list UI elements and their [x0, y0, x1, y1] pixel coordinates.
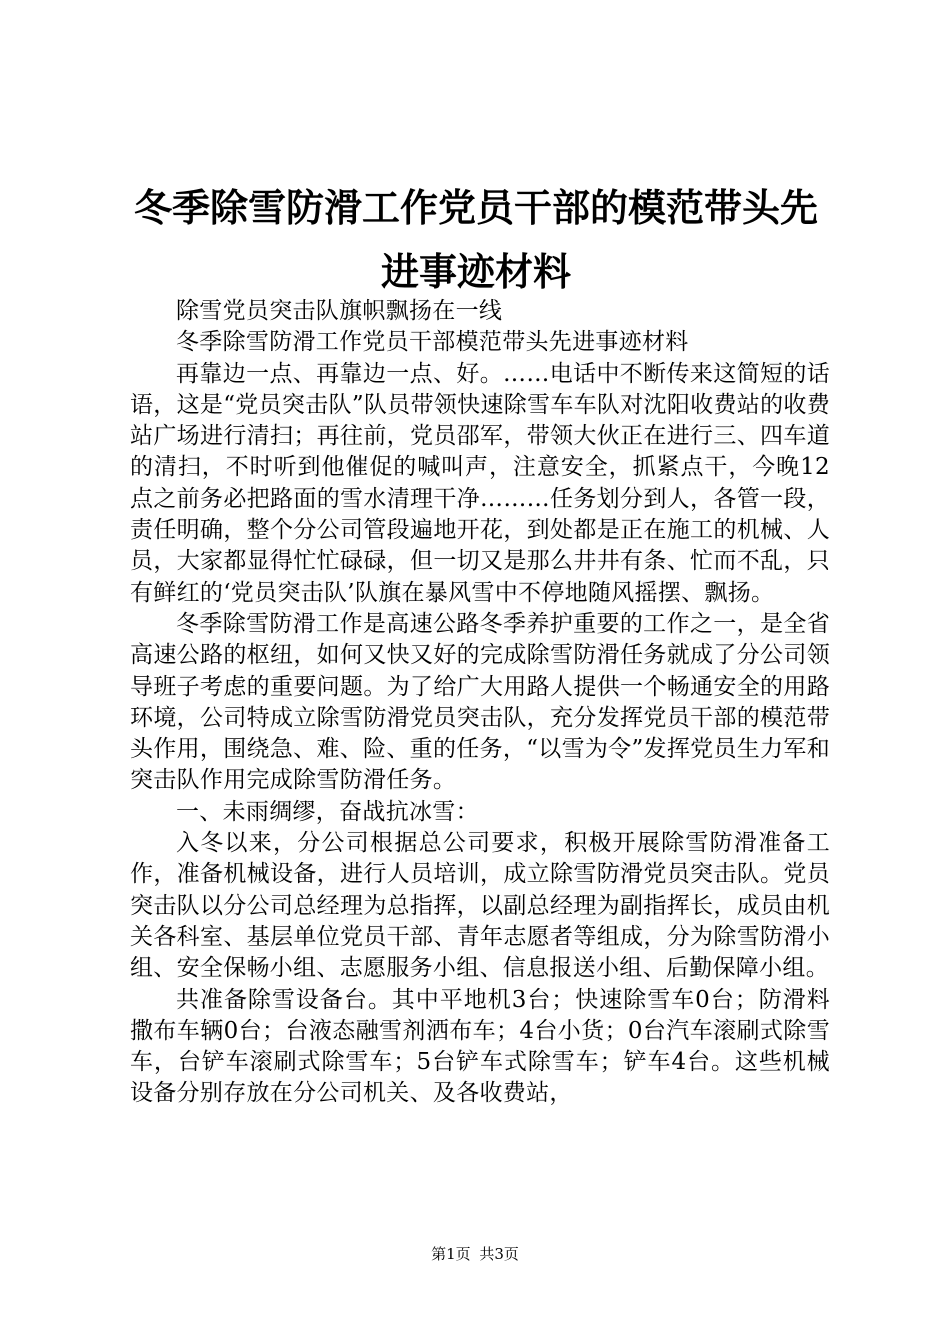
page-footer	[0, 1244, 950, 1264]
paragraph: 冬季除雪防滑工作是高速公路冬季养护重要的工作之一，是全省高速公路的枢纽，如何又快又好的完成除雪防滑任务就成了分公司领导班子考虑的重要问题。为了给广大用路人提供一个畅通安全的用路环境，公司特成立除雪防滑党员突击队，充分发挥党员干部的模范带头作用，围绕急、难、险、重的任务，“以雪为令”发挥党员生力军和突击队作用完成除雪防滑任务。	[130, 610, 830, 794]
document-body	[130, 296, 830, 1110]
section-heading: 一、未雨绸缪，奋战抗冰雪：	[176, 798, 479, 825]
page-number: 第1页	[431, 1245, 471, 1263]
document-title: 冬季除雪防滑工作党员干部的模范带头先进事迹材料	[133, 185, 818, 294]
page-total: 共3页	[479, 1245, 519, 1263]
paragraph-subtitle: 除雪党员突击队旗帜飘扬在一线	[176, 298, 503, 324]
paragraph: 入冬以来，分公司根据总公司要求，积极开展除雪防滑准备工作，准备机械设备，进行人员培训，成立除雪防滑党员突击队。党员突击队以分公司总经理为总指挥，以副总经理为副指挥长，成员由机关各科室、基层单位党员干部、青年志愿者等组成，分为除雪防滑小组、安全保畅小组、志愿服务小组、信息报送小组、后勤保障小组。	[130, 830, 830, 982]
paragraph: 再靠边一点、再靠边一点、好。……电话中不断传来这简短的话语，这是“党员突击队”队员带领快速除雪车车队对沈阳收费站的收费站广场进行清扫；再往前，党员邵军，带领大伙正在进行三、四车道的清扫，不时听到他催促的喊叫声，注意安全，抓紧点干，今晚12点之前务必把路面的雪水清理干净………任务划分到人，各管一段，责任明确，整个分公司管段遍地开花，到处都是正在施工的机械、人员，大家都显得忙忙碌碌，但一切又是那么井井有条、忙而不乱，只有鲜红的‘党员突击队’队旗在暴风雪中不停地随风摇摆、飘扬。	[130, 360, 830, 606]
paragraph-heading: 冬季除雪防滑工作党员干部模范带头先进事迹材料	[176, 329, 689, 356]
paragraph: 共准备除雪设备台。其中平地机3台；快速除雪车0台；防滑料撒布车辆0台；台液态融雪剂洒布车；4台小货；0台汽车滚刷式除雪车，台铲车滚刷式除雪车；5台铲车式除雪车；铲车4台。这些机械设备分别存放在分公司机关、及各收费站，	[130, 986, 830, 1107]
